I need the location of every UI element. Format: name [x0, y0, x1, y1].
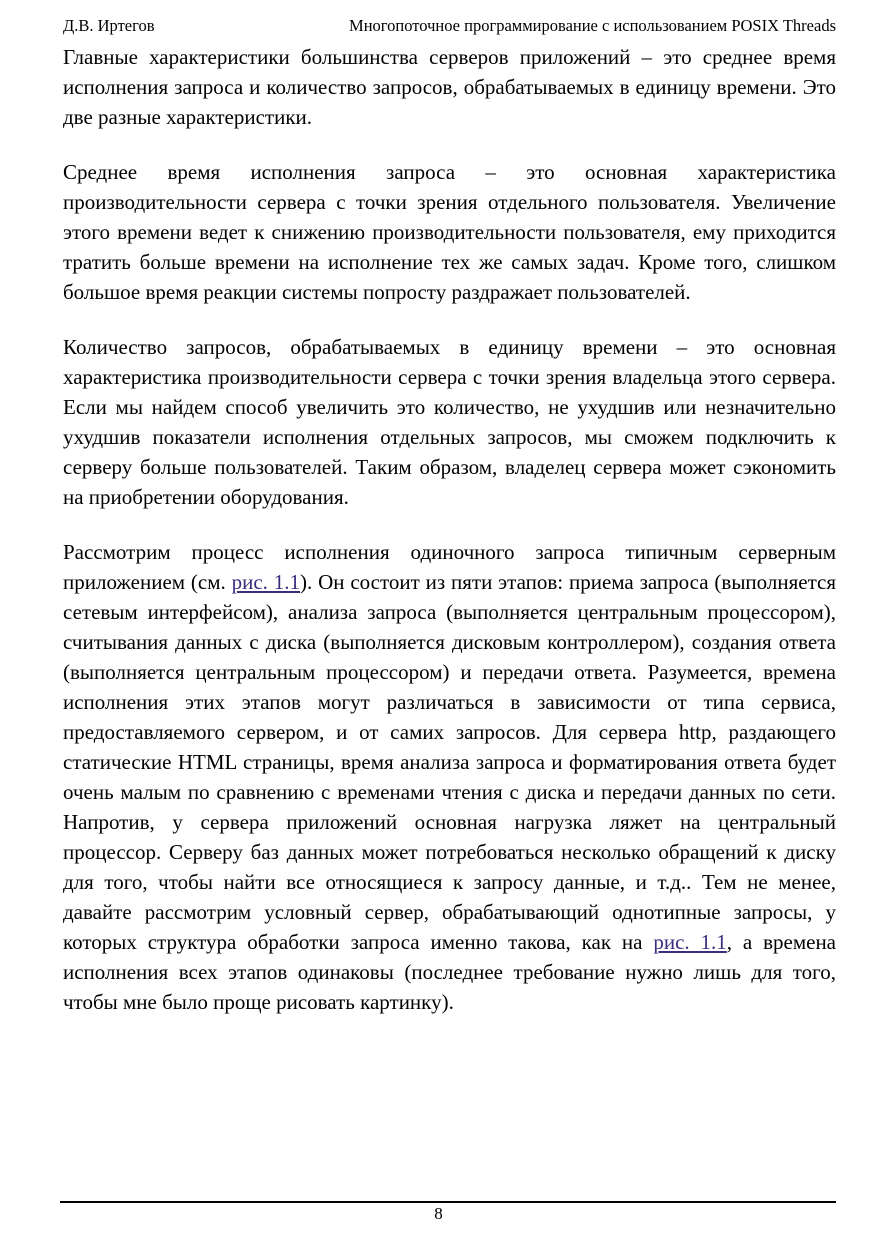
paragraph-average-time: Среднее время исполнения запроса – это основная характеристика производительности сервера с точки зрения отдельного пользователя. Увеличение этого времени ведет к снижению производительности пользователя, ему приходится тратить больше времени на исполнение тех же самых задач. Кроме того, слишком большое время реакции системы попросту раздражает пользователей. [63, 160, 836, 304]
paragraph-request-process [63, 537, 836, 1017]
page-number: 8 [434, 1204, 443, 1223]
paragraph-request-count: Количество запросов, обрабатываемых в единицу времени – это основная характеристика производительности сервера с точки зрения владельца этого сервера. Если мы найдем способ увеличить это количество, не ухудшив или незначительно ухудшив показатели исполнения отдельных запросов, мы сможем подключить к серверу больше пользователей. Таким образом, владелец сервера может сэкономить на приобретении оборудования. [63, 335, 836, 509]
page-body [63, 42, 836, 1017]
figure-1-1-link[interactable]: рис. 1.1 [653, 930, 727, 954]
figure-1-1-link[interactable]: рис. 1.1 [231, 570, 301, 594]
page-header [63, 16, 836, 36]
paragraph-text-segment: ). Он состоит из пяти этапов: приема запроса (выполняется сетевым интерфейсом), анализа запроса (выполняется центральным процессором), считывания данных с диска (выполняется дисковым контроллером), создания ответа (выполняется центральным процессором) и передачи ответа. Разумеется, времена исполнения этих этапов могут различаться в зависимости от типа сервиса, предоставляемого сервером, и от самих запросов. Для сервера http, раздающего статические HTML страницы, время анализа запроса и форматирования ответа будет очень малым по сравнению с временами чтения с диска и передачи данных по сети. Напротив, у сервера приложений основная нагрузка ляжет на центральный процессор. Серверу баз данных может потребоваться несколько обращений к диску для того, чтобы найти все относящиеся к запросу данные, и т.д.. Тем не менее, давайте рассмотрим условный сервер, обрабатывающий однотипные запросы, у которых структура обработки запроса именно такова, как на [63, 570, 837, 954]
footer-divider [60, 1201, 836, 1203]
paragraph-text-segment: Рассмотрим процесс исполнения одиночного запроса типичным серверным приложением (см. [63, 540, 836, 594]
header-author: Д.В. Иртегов [63, 16, 155, 35]
header-document-title: Многопоточное программирование с использованием POSIX Threads [349, 16, 836, 35]
paragraph-characteristics: Главные характеристики большинства серверов приложений – это среднее время исполнения запроса и количество запросов, обрабатываемых в единицу времени. Это две разные характеристики. [63, 45, 836, 129]
paragraph-text-segment: , а времена исполнения всех этапов одинаковы (последнее требование нужно лишь для того, чтобы мне было проще рисовать картинку). [63, 930, 837, 1014]
